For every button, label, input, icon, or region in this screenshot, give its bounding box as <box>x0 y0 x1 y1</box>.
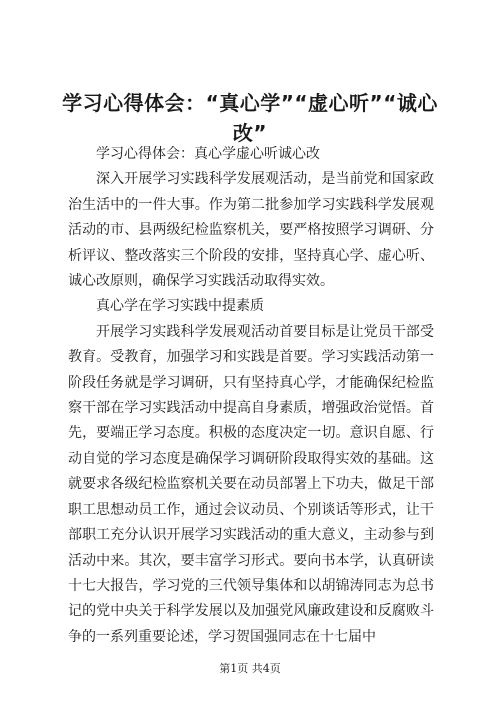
intro-paragraph: 深入开展学习实践科学发展观活动，是当前党和国家政治生活中的一件大事。作为第二批参加学习实践科学发展观活动的市、县两级纪检监察机关，要严格按照学习调研、分析评议、整改落实三个阶段的安排，坚持真心学、虚心听、诚心改原则，确保学习实践活动取得实效。 <box>68 171 434 290</box>
document-body <box>68 142 434 650</box>
document-title: 学习心得体会：“真心学”“虚心听”“诚心改” <box>62 91 438 145</box>
body-paragraph: 开展学习实践科学发展观活动首要目标是让党员干部受教育。受教育，加强学习和实践是首要。学习实践活动第一阶段任务就是学习调研，只有坚持真心学，才能确保纪检监察干部在学习实践活动中提高自身素质，增强政治觉悟。首先，要端正学习态度。积极的态度决定一切。意识自愿、行动自觉的学习态度是确保学习调研阶段取得实效的基础。这就要求各级纪检监察机关要在动员部署上下功夫，做足干部职工思想动员工作，通过会议动员、个别谈话等形式，让干部职工充分认识开展学习实践活动的重大意义，主动参与到活动中来。其次，要丰富学习形式。要向书本学，认真研读十七大报告，学习党的三代领导集体和以胡锦涛同志为总书记的党中央关于科学发展以及加强党风廉政建设和反腐败斗争的一系列重要论述，学习贺国强同志在十七届中 <box>68 323 434 645</box>
section-heading: 真心学在学习实践中提素质 <box>96 298 264 315</box>
page-number-footer: 第1页 共4页 <box>219 662 281 675</box>
subtitle-paragraph: 学习心得体会：真心学虚心听诚心改 <box>96 146 320 162</box>
